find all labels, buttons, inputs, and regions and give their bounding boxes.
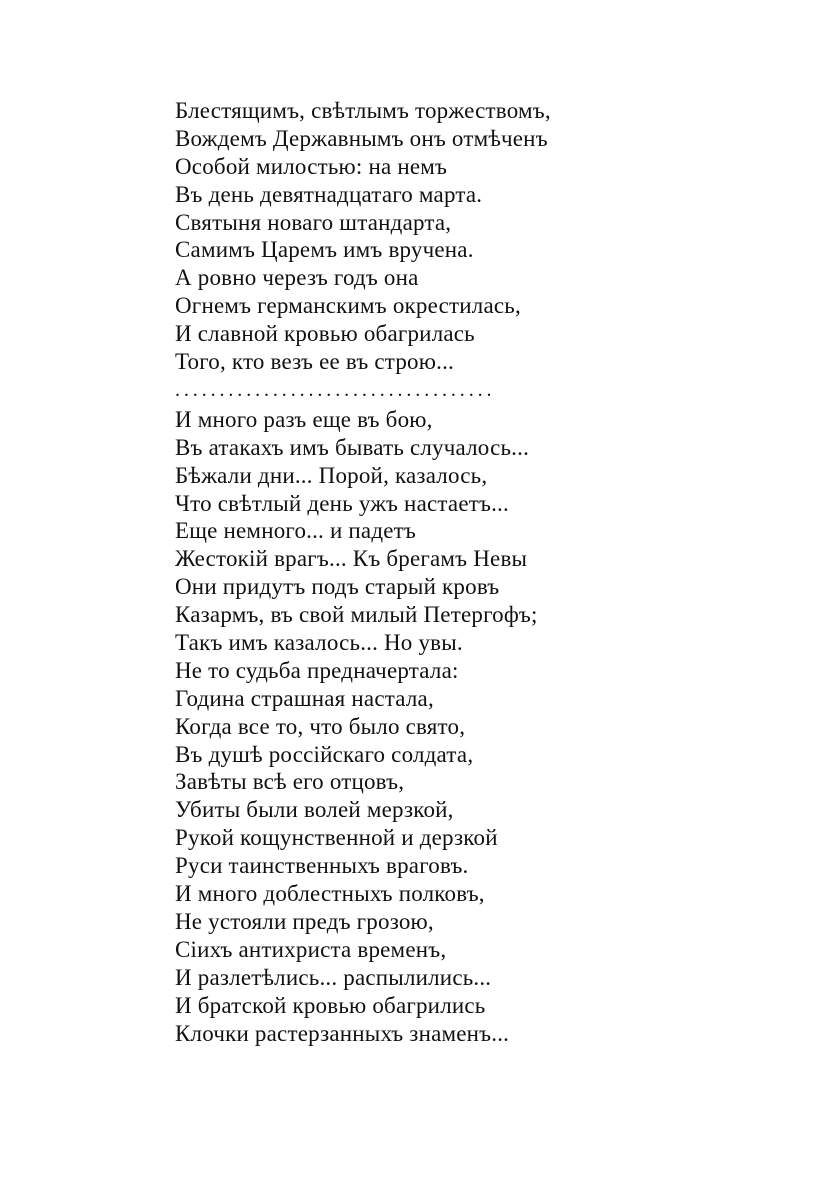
poem-line: Еще немного... и падетъ: [175, 518, 416, 544]
poem-line: Самимъ Царемъ имъ вручена.: [175, 237, 474, 263]
poem-line: И братской кровью обагрились: [175, 992, 486, 1018]
dotted-separator: ....................................: [175, 378, 496, 401]
poem-line: Такъ имъ казалось... Но увы.: [175, 630, 463, 656]
stanza-2: [175, 406, 735, 1047]
poem-line: Не устояли предъ грозою,: [175, 908, 434, 934]
poem-line: Что свѣтлый день ужъ настаетъ...: [175, 490, 509, 516]
poem-line: Клочки растерзанныхъ знаменъ...: [175, 1020, 510, 1046]
poem-line: И много разъ еще въ бою,: [175, 406, 433, 432]
poem-line: Сіихъ антихриста временъ,: [175, 936, 447, 962]
poem-line: Въ душѣ россійскаго солдата,: [175, 741, 474, 767]
poem-line: Святыня новаго штандарта,: [175, 209, 452, 235]
poem-line: И славной кровью обагрилась: [175, 321, 475, 347]
poem-line: Руси таинственныхъ враговъ.: [175, 853, 469, 879]
poem-line: Не то судьба предначертала:: [175, 657, 459, 683]
poem-line: Бѣжали дни... Порой, казалось,: [175, 462, 488, 488]
poem-line: И много доблестныхъ полковъ,: [175, 881, 485, 907]
poem-line: Рукой кощунственной и дерзкой: [175, 825, 498, 851]
stanza-1: [175, 97, 735, 376]
poem-line: Когда все то, что было свято,: [175, 713, 466, 739]
poem-line: Въ атакахъ имъ бывать случалось...: [175, 434, 530, 460]
poem-line: Казармъ, въ свой милый Петергофъ;: [175, 602, 538, 628]
poem-line: Они придутъ подъ старый кровъ: [175, 574, 500, 600]
poem: [175, 97, 735, 1047]
poem-line: И разлетѣлись... распылились...: [175, 964, 492, 990]
poem-line: Того, кто везъ ее въ строю...: [175, 349, 454, 375]
poem-line: А ровно черезъ годъ она: [175, 265, 419, 291]
poem-line: Блестящимъ, свѣтлымъ торжествомъ,: [175, 98, 551, 123]
poem-line: Особой милостью: на немъ: [175, 153, 448, 179]
poem-line: Година страшная настала,: [175, 685, 434, 711]
poem-line: Огнемъ германскимъ окрестилась,: [175, 293, 521, 319]
poem-line: Убиты были волей мерзкой,: [175, 797, 454, 823]
poem-line: Въ день девятнадцатаго марта.: [175, 181, 483, 207]
poem-line: Вождемъ Державнымъ онъ отмѣченъ: [175, 125, 548, 151]
poem-line: Жестокій врагъ... Къ брегамъ Невы: [175, 546, 528, 572]
poem-line: Завѣты всѣ его отцовъ,: [175, 769, 405, 795]
